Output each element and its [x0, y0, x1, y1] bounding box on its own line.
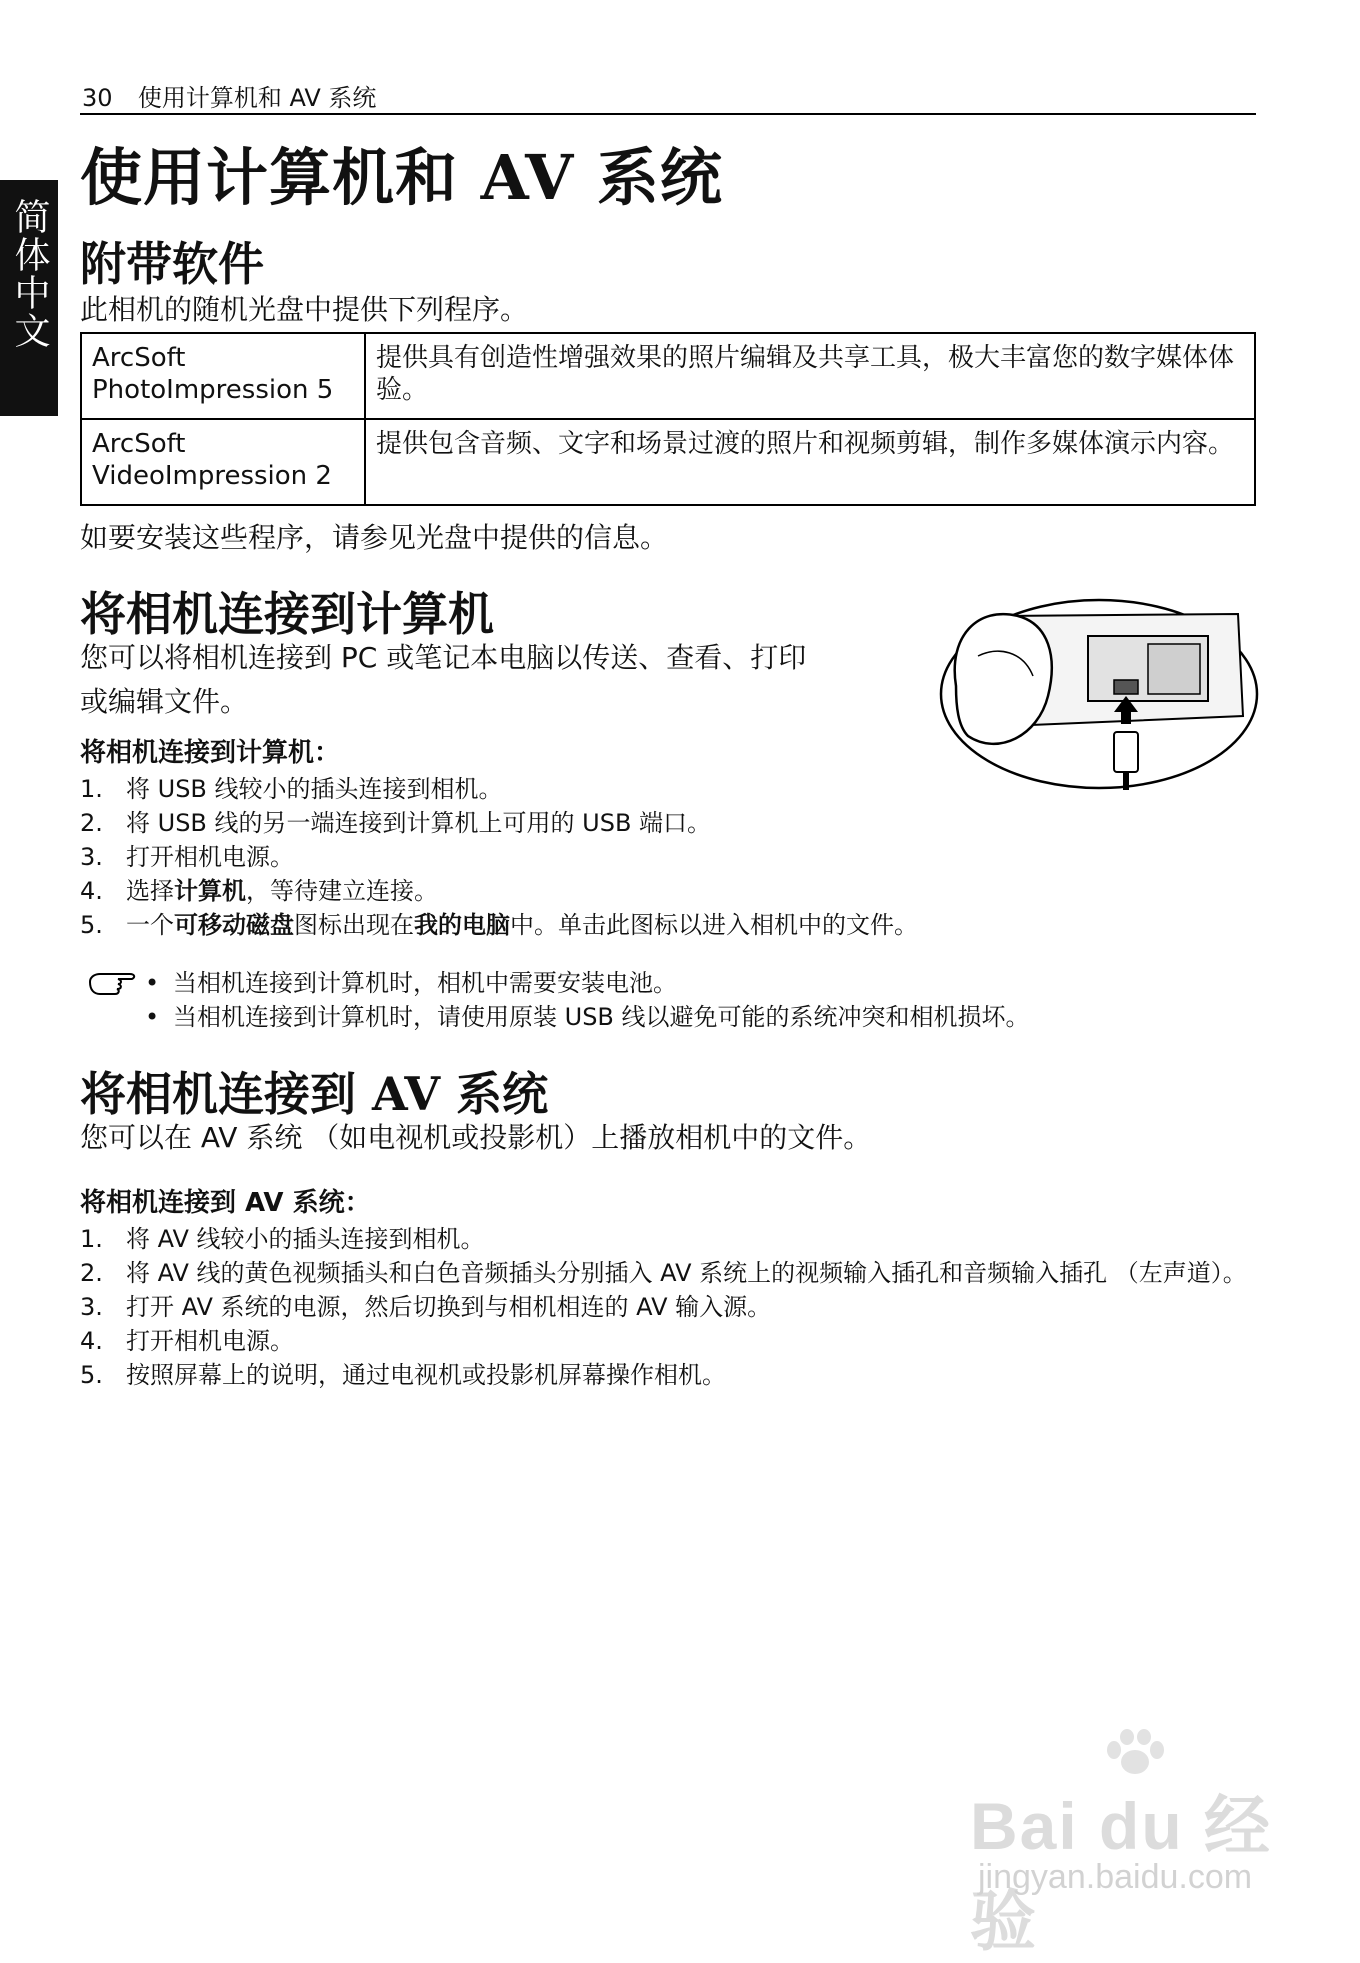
list-item [80, 840, 1256, 874]
header-rule [80, 113, 1256, 115]
step-text-bold: 可移动磁盘 [174, 911, 294, 939]
step-text-part: 选择 [126, 877, 174, 905]
step-number: 3. [80, 843, 103, 871]
watermark-brand: Bai du 经验 [970, 1789, 1273, 1958]
step-text [126, 908, 1256, 942]
step-text: 打开 AV 系统的电源，然后切换到与相机相连的 AV 输入源。 [126, 1293, 772, 1321]
software-name-cell [81, 419, 365, 505]
list-item [80, 1324, 1256, 1358]
paw-icon [1100, 1728, 1170, 1778]
running-title: 使用计算机和 AV 系统 [137, 84, 377, 112]
step-number: 2. [80, 809, 103, 837]
software-name-cell [81, 333, 365, 419]
software-desc-cell: 提供包含音频、文字和场景过渡的照片和视频剪辑，制作多媒体演示内容。 [365, 419, 1255, 505]
step-text-part: 一个 [126, 911, 174, 939]
usb-connection-illustration [938, 596, 1260, 792]
page-number: 30 [82, 84, 113, 112]
step-text: 将 USB 线较小的插头连接到相机。 [126, 775, 503, 803]
watermark-url: jingyan.baidu.com [978, 1858, 1253, 1896]
list-item [80, 1290, 1256, 1324]
step-number: 4. [80, 877, 103, 905]
table-row [81, 333, 1255, 419]
step-text: 打开相机电源。 [126, 1327, 294, 1355]
step-text-bold: 我的电脑 [414, 911, 510, 939]
step-text: 将 AV 线的黄色视频插头和白色音频插头分别插入 AV 系统上的视频输入插孔和音频输入插孔 （左声道）。 [126, 1259, 1247, 1287]
software-intro: 此相机的随机光盘中提供下列程序。 [80, 293, 529, 326]
step-number: 1. [80, 775, 103, 803]
step-number: 5. [80, 911, 103, 939]
step-text-part: 中。单击此图标以进入相机中的文件。 [510, 911, 918, 939]
computer-subheading: 将相机连接到计算机： [80, 738, 341, 768]
software-desc-cell: 提供具有创造性增强效果的照片编辑及共享工具，极大丰富您的数字媒体体验。 [365, 333, 1255, 419]
side-tab-label: 简体中文 [9, 198, 50, 350]
step-number: 5. [80, 1361, 103, 1389]
av-intro: 您可以在 AV 系统 （如电视机或投影机）上播放相机中的文件。 [80, 1121, 872, 1154]
list-item [80, 1222, 1256, 1256]
page-title: 使用计算机和 AV 系统 [80, 141, 723, 214]
step-text-part: 图标出现在 [294, 911, 414, 939]
step-text: 打开相机电源。 [126, 843, 294, 871]
list-item [80, 1358, 1256, 1392]
av-subheading: 将相机连接到 AV 系统： [80, 1188, 371, 1218]
running-header [82, 78, 376, 113]
list-item [80, 1256, 1256, 1290]
computer-intro-line1: 您可以将相机连接到 PC 或笔记本电脑以传送、查看、打印 [80, 641, 807, 674]
software-heading: 附带软件 [80, 237, 264, 291]
language-side-tab [0, 180, 58, 416]
baidu-watermark [960, 1728, 1290, 1958]
computer-intro-line2: 或编辑文件。 [80, 685, 249, 718]
av-heading: 将相机连接到 AV 系统 [80, 1067, 549, 1121]
step-text-part: ，等待建立连接。 [246, 877, 438, 905]
list-item [80, 908, 1256, 942]
note-list [145, 966, 1030, 1034]
step-text-bold: 计算机 [174, 877, 246, 905]
list-item [80, 874, 1256, 908]
table-row [81, 419, 1255, 505]
computer-steps [80, 772, 1256, 942]
note-item: • 当相机连接到计算机时，相机中需要安装电池。 [145, 966, 1030, 1000]
software-outro: 如要安装这些程序，请参见光盘中提供的信息。 [80, 521, 669, 554]
step-number: 2. [80, 1259, 103, 1287]
software-product: PhotoImpression 5 [92, 375, 334, 405]
software-table [80, 332, 1256, 506]
note-item: • 当相机连接到计算机时，请使用原装 USB 线以避免可能的系统冲突和相机损坏。 [145, 1000, 1030, 1034]
step-number: 1. [80, 1225, 103, 1253]
step-text: 将 USB 线的另一端连接到计算机上可用的 USB 端口。 [126, 809, 712, 837]
step-number: 3. [80, 1293, 103, 1321]
list-item [80, 772, 1256, 806]
camera-usb-drawing [938, 596, 1260, 792]
software-vendor: ArcSoft [92, 343, 186, 373]
list-item [80, 806, 1256, 840]
step-text: 按照屏幕上的说明，通过电视机或投影机屏幕操作相机。 [126, 1361, 726, 1389]
software-product: VideoImpression 2 [92, 461, 332, 491]
software-vendor: ArcSoft [92, 429, 186, 459]
av-steps [80, 1222, 1256, 1392]
step-text: 将 AV 线较小的插头连接到相机。 [126, 1225, 485, 1253]
step-text [126, 874, 1256, 908]
step-number: 4. [80, 1327, 103, 1355]
computer-heading: 将相机连接到计算机 [80, 587, 494, 641]
pointing-hand-icon [88, 968, 140, 1002]
